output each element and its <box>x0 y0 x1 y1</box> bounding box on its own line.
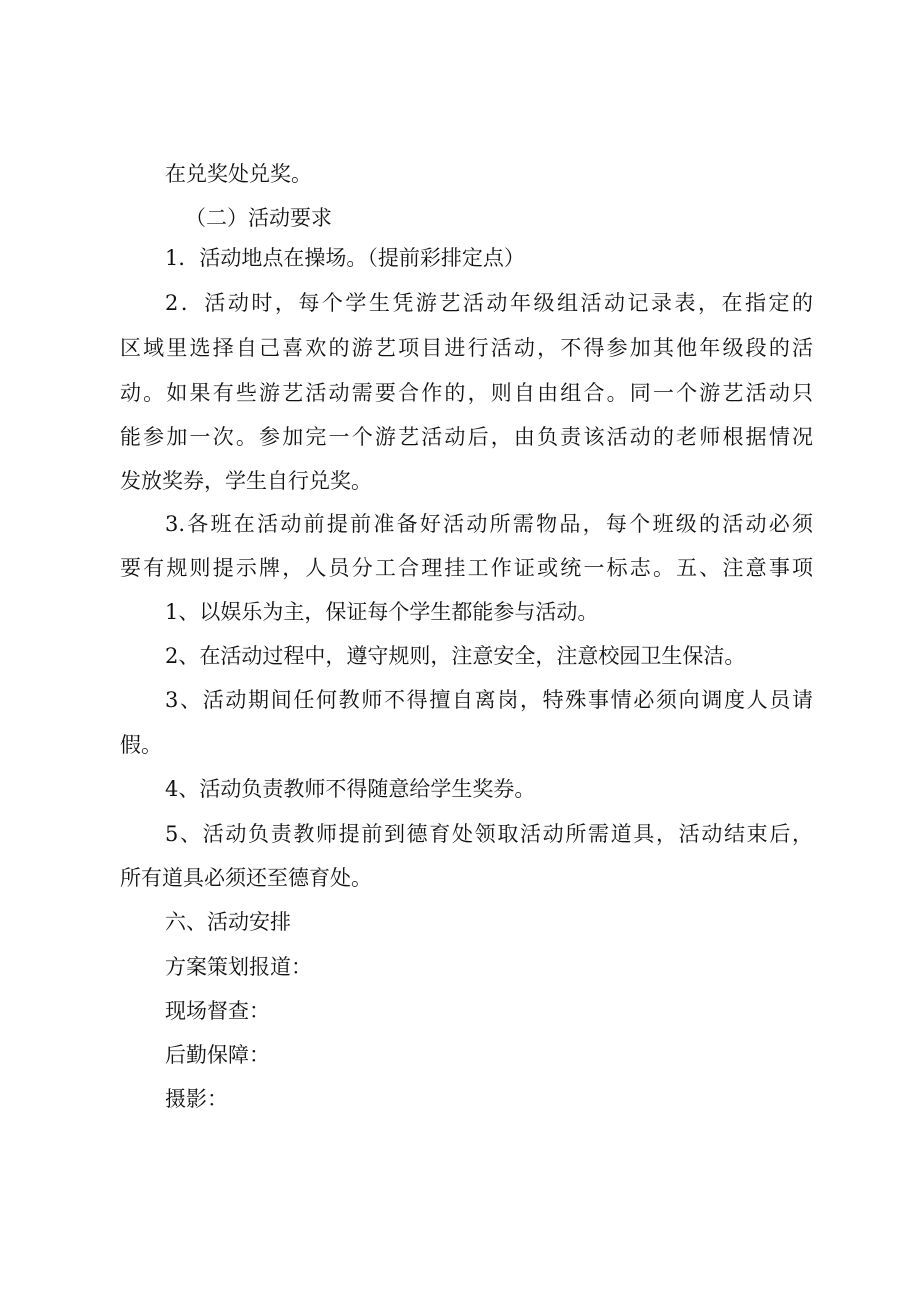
requirement-item-2-line: 发放奖券，学生自行兑奖。 <box>120 469 372 493</box>
paragraph-line: 在兑奖处兑奖。 <box>165 162 312 186</box>
section-heading-requirements: （二）活动要求 <box>185 206 332 230</box>
note-item-1: 1、以娱乐为主，保证每个学生都能参与活动。 <box>165 600 599 624</box>
note-item-3-line: 3、活动期间任何教师不得擅自离岗，特殊事情必须向调度人员请 <box>165 688 813 712</box>
section-heading-arrangement: 六、活动安排 <box>165 910 291 934</box>
requirement-item-3-line: 3.各班在活动前提前准备好活动所需物品，每个班级的活动必须 <box>165 512 813 536</box>
requirement-item-3-line: 要有规则提示牌，人员分工合理挂工作证或统一标志。五、注意事项 <box>120 556 813 580</box>
requirement-item-2-line: 区域里选择自己喜欢的游艺项目进行活动，不得参加其他年级段的活 <box>120 336 813 360</box>
arrangement-logistics-label: 后勤保障： <box>165 1043 270 1067</box>
note-item-5-line: 所有道具必须还至德育处。 <box>120 866 372 890</box>
note-item-3-line: 假。 <box>120 733 162 757</box>
note-item-5-line: 5、活动负责教师提前到德育处领取活动所需道具，活动结束后， <box>165 822 813 846</box>
note-item-4: 4、活动负责教师不得随意给学生奖券。 <box>165 777 536 801</box>
note-item-2: 2、在活动过程中，遵守规则，注意安全，注意校园卫生保洁。 <box>165 644 746 668</box>
requirement-item-1: 1．活动地点在操场。（提前彩排定点） <box>165 246 525 270</box>
requirement-item-2-line: 2．活动时，每个学生凭游艺活动年级组活动记录表，在指定的 <box>165 291 813 315</box>
arrangement-photography-label: 摄影： <box>165 1087 228 1111</box>
requirement-item-2-line: 动。如果有些游艺活动需要合作的，则自由组合。同一个游艺活动只 <box>120 381 813 405</box>
requirement-item-2-line: 能参加一次。参加完一个游艺活动后，由负责该活动的老师根据情况 <box>120 425 813 449</box>
arrangement-planning-label: 方案策划报道： <box>165 955 312 979</box>
arrangement-supervision-label: 现场督查： <box>165 999 270 1023</box>
